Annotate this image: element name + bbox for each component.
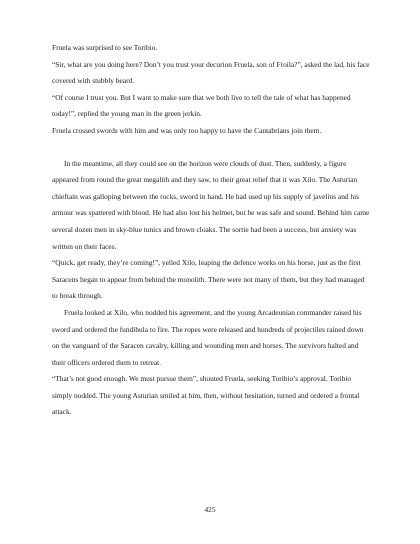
section-gap [52,140,372,156]
paragraph: Fruela looked at Xilo, who nodded his agreement, and the young Arcadeunian commander raised his sword and ordered the fundibula to fire. The ropes were released and hundreds of projectiles rained down on the vanguard of the Saracen cavalry, killing and wounding men and horses. The survivors halted and their officers ordered them to retreat. [52,307,364,367]
paragraph: Fruela crossed swords with him and was only too happy to have the Cantabrians join them. [52,125,322,135]
paragraph: “That’s not good enough. We must pursue them”, shouted Fruela, seeking Toribio’s approval. Toribio simply nodded. The young Asturian smiled at him, then, without hesitation, turned and ordered a frontal attack. [52,374,360,417]
page-number: 425 [204,505,216,514]
paragraph: In the meantime, all they could see on the horizon were clouds of dust. Then, suddenly, a figure appeared from round the great megalith and they saw, to their great relief that it was Xilo. The Asturian chieftain was galloping between the rocks, sword in hand. He had used up his supply of javelins and his armour was spattered with blood. He had also lost his helmet, but he was safe and sound. Behind him came several dozen men in sky-blue tunics and brown cloaks. The sortie had been a success, but anxiety was written on their faces. [52,158,370,251]
page-body [52,40,372,421]
paragraph: “Of course I trust you. But I want to make sure that we both live to tell the tale of what has happened today!”, replied the young man in the green jerkin. [52,92,351,119]
paragraph: Fruela was surprised to see Toribio. [52,43,158,52]
paragraph: “Sir, what are you doing here? Don’t you trust your decurion Fruela, son of Froila?”, asked the lad, his face covered with stubbly beard. [52,59,370,86]
paragraph: “Quick, get ready, they’re coming!”, yelled Xilo, leaping the defence works on his horse, just as the first Saracens began to appear from behind the monolith. There were not many of them, but they had managed to break through. [52,258,365,301]
